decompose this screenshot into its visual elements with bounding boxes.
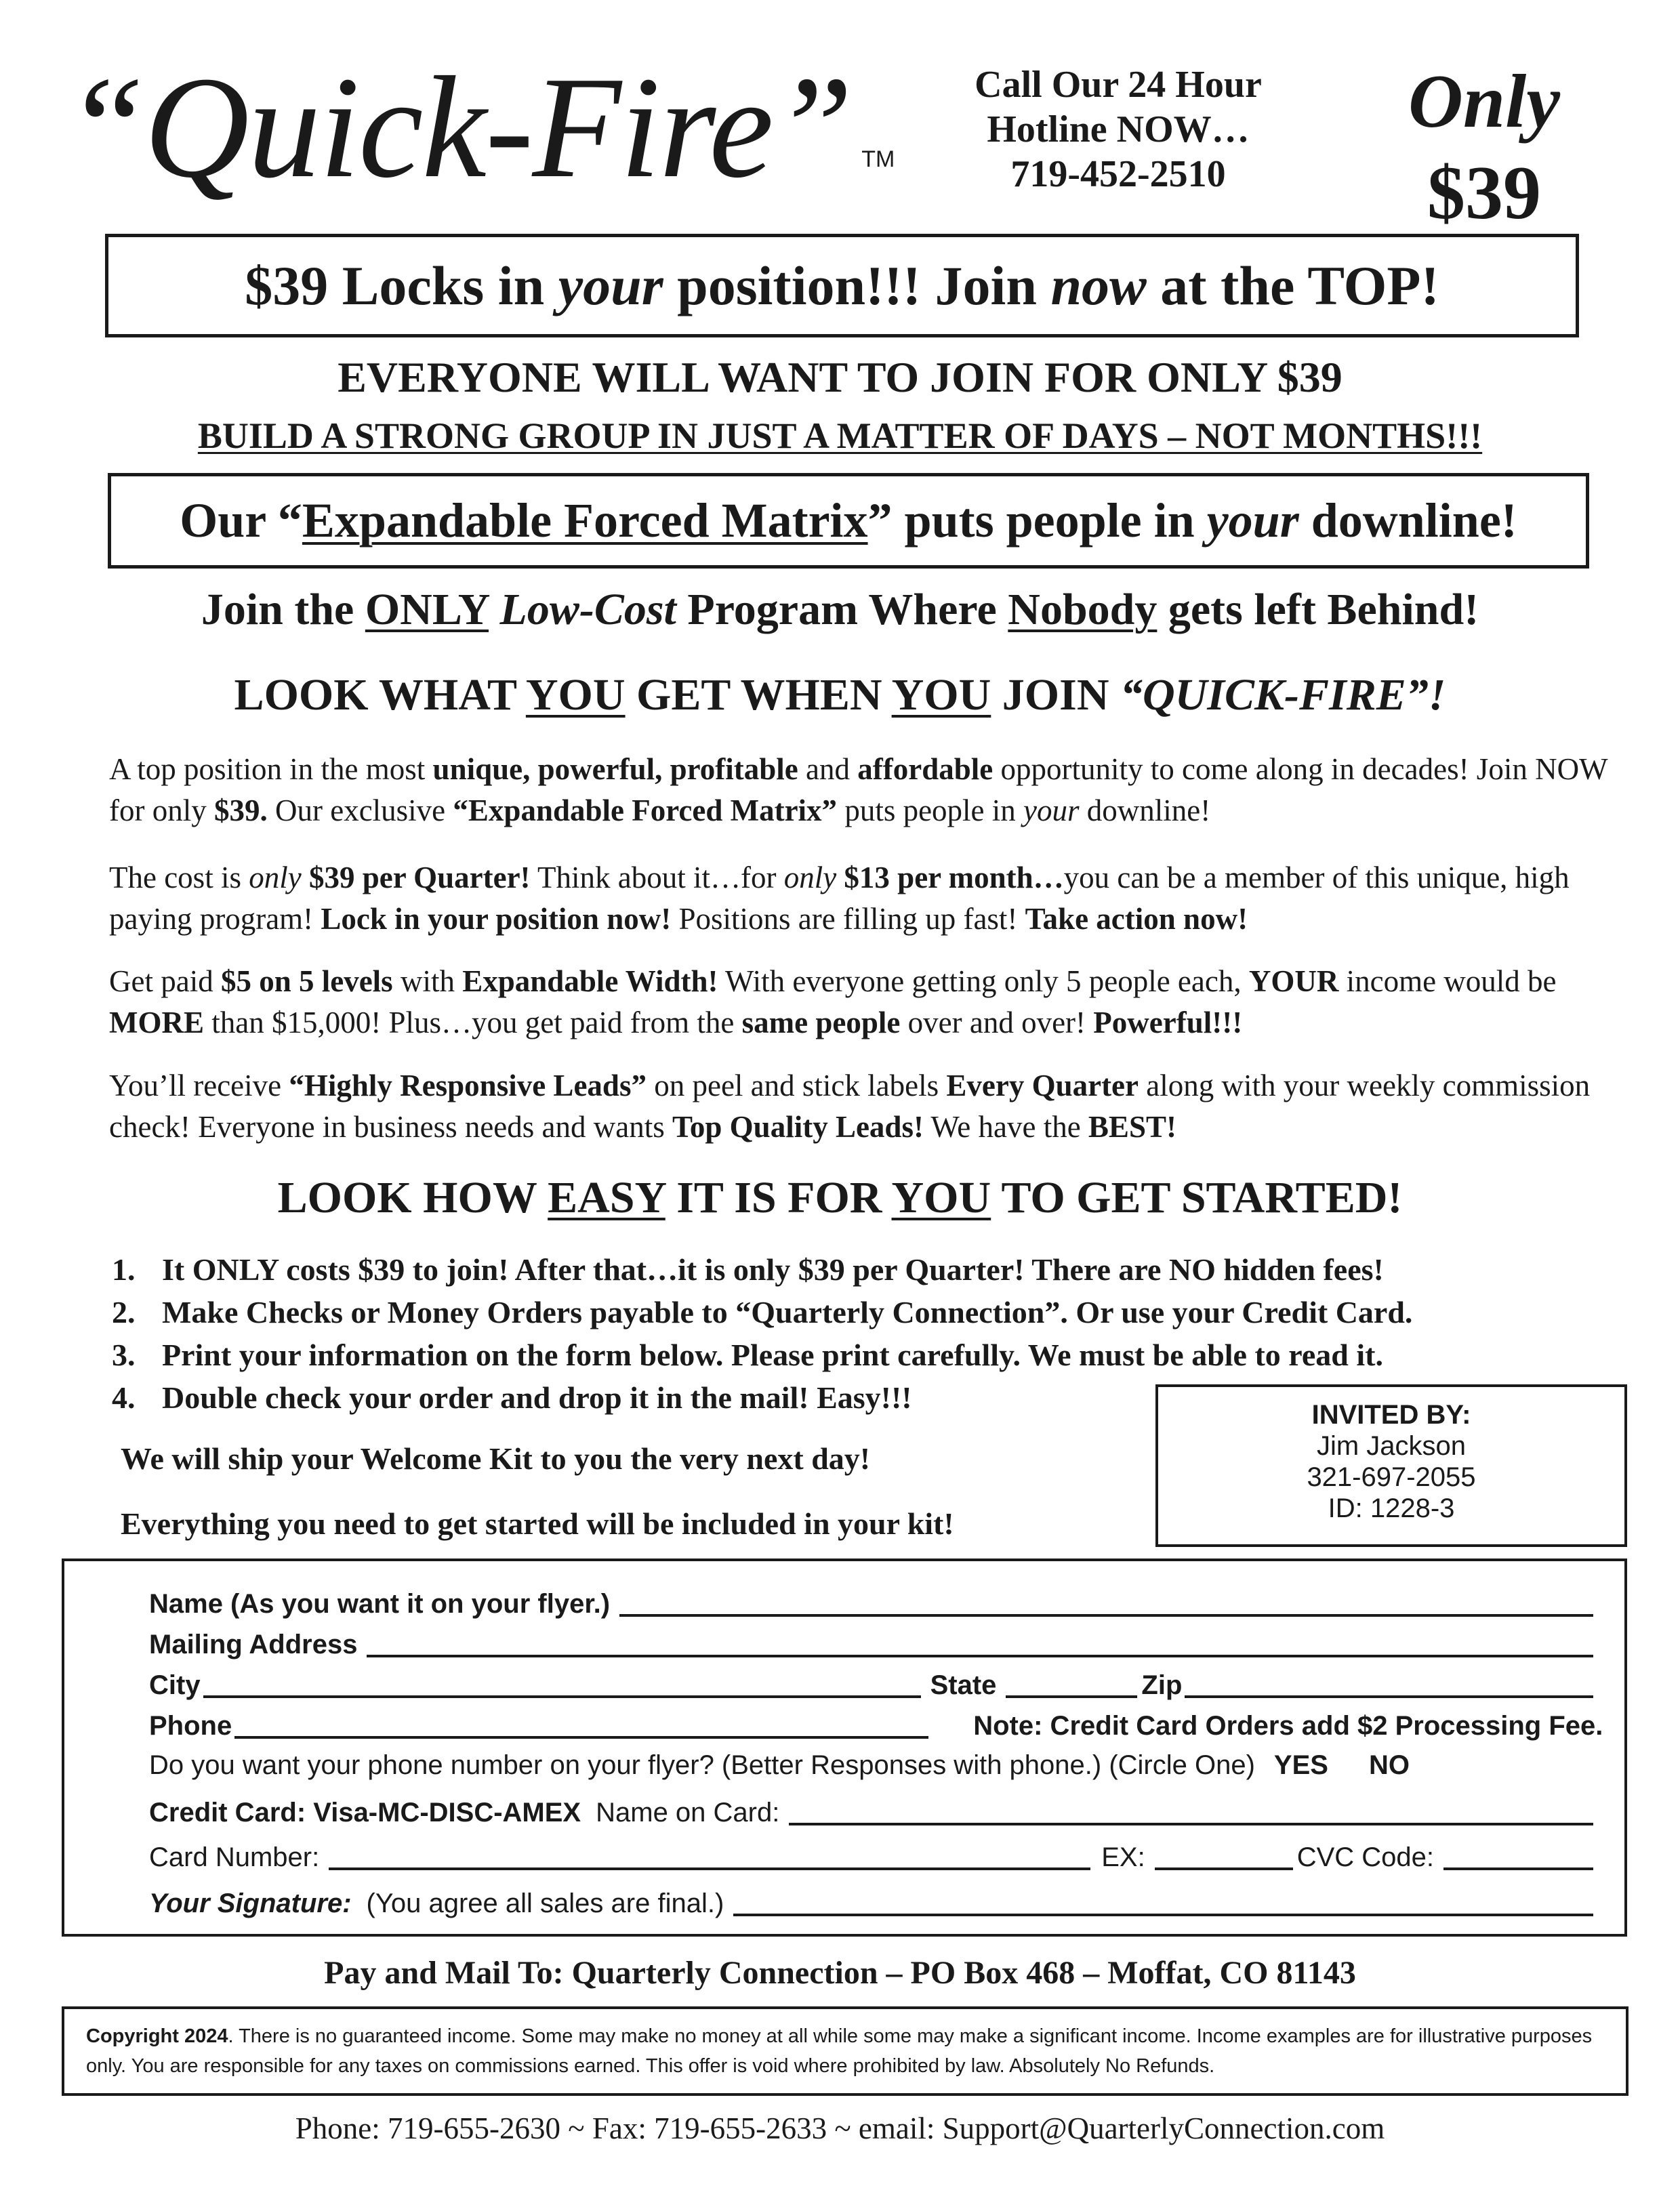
text-run: Copyright 2024 (86, 2025, 228, 2047)
text-run: Get paid (109, 964, 221, 998)
paragraph-cost (109, 857, 1641, 940)
step-item: 1. It ONLY costs $39 to join! After that…it is only $39 per Quarter! There are NO hidden fees! (112, 1252, 1384, 1287)
text-run: and (798, 752, 858, 786)
form-row-card-number (149, 1835, 1597, 1873)
text-run: $39. (213, 793, 268, 827)
text-run: Join the (201, 585, 365, 634)
text-run (489, 585, 500, 634)
text-run: your (1206, 493, 1299, 548)
trademark-symbol: TM (861, 146, 895, 172)
form-row-credit-card (149, 1790, 1597, 1828)
text-run: You’ll receive (109, 1069, 289, 1102)
text-run: IT IS FOR (665, 1173, 892, 1222)
text-run: A top position in the most (109, 752, 433, 786)
mail-to-address: Pay and Mail To: Quarterly Connection – PO Box 468 – Moffat, CO 81143 (324, 1955, 1356, 1991)
text-run: LOOK HOW (277, 1173, 548, 1222)
text-run: JOIN (991, 670, 1120, 720)
form-row-name (149, 1582, 1597, 1619)
phone-label: Phone (149, 1711, 232, 1741)
headline-look-what (41, 669, 1639, 721)
address-field[interactable] (367, 1626, 1593, 1657)
order-form (62, 1559, 1627, 1937)
text-run: Powerful!!! (1093, 1006, 1243, 1039)
text-run: downline! (1079, 793, 1211, 827)
text-run: your (558, 255, 663, 316)
text-run: Positions are filling up fast! (671, 902, 1025, 936)
text-run: Take action now! (1025, 902, 1248, 936)
paragraph-top-position (109, 749, 1641, 831)
text-run: With everyone getting only 5 people each, (718, 964, 1249, 998)
state-label: State (930, 1670, 997, 1700)
form-row-signature (149, 1881, 1597, 1919)
phone-field[interactable] (234, 1708, 928, 1739)
text-run: $5 on 5 levels (220, 964, 393, 998)
text-run: position!!! Join (663, 255, 1051, 316)
text-run: on peel and stick labels (646, 1069, 947, 1102)
kit-note: Everything you need to get started will be included in your kit! (121, 1506, 954, 1541)
name-on-card-field[interactable] (789, 1794, 1593, 1825)
inviter-name: Jim Jackson (1316, 1431, 1467, 1461)
inviter-phone: 321-697-2055 (1307, 1462, 1476, 1492)
text-run: only (249, 861, 302, 894)
text-run: Low-Cost (499, 585, 676, 634)
text-run: opportunity to come along in decades! Join NOW for only (109, 752, 1607, 827)
logo-block (64, 46, 911, 208)
text-run: BEST! (1088, 1110, 1176, 1144)
text-run: Think about it…for (530, 861, 784, 894)
hotline-block (935, 62, 1301, 197)
hotline-line: Hotline NOW… (987, 108, 1250, 150)
text-run: Nobody (1008, 585, 1157, 634)
text-run: only (783, 861, 837, 894)
expiry-label: EX: (1101, 1842, 1145, 1872)
text-run: “Highly Responsive Leads” (289, 1069, 647, 1102)
price-label: $39 (1427, 151, 1541, 235)
text-run: YOU (525, 670, 626, 720)
text-run: downline! (1298, 493, 1517, 548)
text-run: $39 Locks in (245, 255, 558, 316)
text-run: $13 per month… (836, 861, 1064, 894)
text-run: “Expandable Forced Matrix” (453, 793, 838, 827)
card-number-field[interactable] (329, 1839, 1090, 1870)
text-run: . There is no guaranteed income. Some may make no money at all while some may make a significant income. Income examples are for illustrative purposes only. You are responsible for any taxes on commissions earned. This offer is void where prohibited by law. Absolutely No Refunds. (86, 2025, 1593, 2077)
text-run: $39 per Quarter! (301, 861, 531, 894)
quick-fire-logo: “Quick-Fire” (64, 46, 853, 208)
expiry-field[interactable] (1155, 1839, 1293, 1870)
text-run: over and over! (900, 1006, 1094, 1039)
text-run: Expandable Width! (462, 964, 718, 998)
text-run: Our “ (180, 493, 302, 548)
text-run: Top Quality Leads! (672, 1110, 924, 1144)
text-run: with (392, 964, 463, 998)
step-item: 3. Print your information on the form below. Please print carefully. We must be able to read it. (112, 1338, 1383, 1372)
yes-option[interactable]: YES (1273, 1750, 1328, 1780)
step-item: 2. Make Checks or Money Orders payable to “Quarterly Connection”. Or use your Credit Card. (112, 1295, 1413, 1329)
text-run: YOU (891, 670, 991, 720)
name-on-card-label: Name on Card: (596, 1798, 780, 1828)
signature-note: (You agree all sales are final.) (366, 1888, 724, 1918)
text-run: same people (741, 1006, 901, 1039)
form-row-phone (149, 1704, 1603, 1741)
inviter-id: ID: 1228-3 (1328, 1493, 1455, 1523)
name-label: Name (As you want it on your flyer.) (149, 1589, 611, 1619)
text-run: than $15,000! Plus…you get paid from the (204, 1006, 742, 1039)
text-run: Lock in your position now! (321, 902, 672, 936)
text-run: ” puts people in (867, 493, 1207, 548)
no-option[interactable]: NO (1368, 1750, 1410, 1780)
text-run: unique, powerful, profitable (432, 752, 798, 786)
text-run: MORE (109, 1006, 204, 1039)
text-run: income would be (1338, 964, 1557, 998)
text-run: Our exclusive (267, 793, 453, 827)
city-field[interactable] (203, 1667, 921, 1698)
text-run: affordable (857, 752, 993, 786)
signature-field[interactable] (733, 1885, 1593, 1916)
disclaimer-box (62, 2006, 1628, 2096)
text-run: your (1023, 793, 1080, 827)
fee-note: Note: Credit Card Orders add $2 Processing Fee. (973, 1711, 1603, 1741)
banner-forced-matrix (108, 473, 1589, 569)
text-run: Program Where (676, 585, 1008, 634)
footer-contact: Phone: 719-655-2630 ~ Fax: 719-655-2633 ~ email: Support@QuarterlyConnection.com (295, 2111, 1385, 2145)
credit-card-label: Credit Card: Visa-MC-DISC-AMEX (149, 1798, 581, 1828)
text-run: puts people in (837, 793, 1024, 827)
only-label: Only (1408, 60, 1560, 144)
text-run: TO GET STARTED! (991, 1173, 1403, 1222)
text-run: The cost is (109, 861, 249, 894)
text-run: Expandable Forced Matrix (302, 493, 868, 548)
text-run: at the TOP! (1146, 255, 1439, 316)
text-run: “QUICK-FIRE”! (1120, 670, 1446, 720)
headline-how-easy (41, 1172, 1639, 1224)
text-run: gets left Behind! (1157, 585, 1479, 634)
address-label: Mailing Address (149, 1630, 358, 1659)
text-run: Every Quarter (946, 1069, 1139, 1102)
headline-build-group: BUILD A STRONG GROUP IN JUST A MATTER OF DAYS – NOT MONTHS!!! (197, 415, 1483, 456)
banner-locks-position (105, 234, 1579, 337)
city-label: City (149, 1670, 201, 1700)
ship-note: We will ship your Welcome Kit to you the very next day! (121, 1441, 871, 1476)
text-run: ONLY (365, 585, 489, 634)
text-run: YOU (891, 1173, 991, 1222)
step-item: 4. Double check your order and drop it in the mail! Easy!!! (112, 1380, 912, 1415)
state-field[interactable] (1006, 1667, 1137, 1698)
cvc-label: CVC Code: (1296, 1842, 1434, 1872)
paragraph-get-paid (109, 961, 1641, 1044)
text-run: you can be a member of this unique, high paying program! (109, 861, 1570, 936)
text-run: EASY (548, 1173, 665, 1222)
flyer-question: Do you want your phone number on your flyer? (Better Responses with phone.) (Circle One) (149, 1750, 1255, 1780)
zip-label: Zip (1141, 1670, 1183, 1700)
form-row-address (149, 1622, 1597, 1660)
hotline-line: Call Our 24 Hour (975, 64, 1262, 106)
paragraph-leads (109, 1065, 1641, 1148)
text-run: LOOK WHAT (234, 670, 526, 720)
text-run: We have the (923, 1110, 1088, 1144)
text-run: now (1050, 255, 1147, 316)
form-row-city (149, 1663, 1597, 1701)
text-run: along with your weekly commission check! Everyone in business needs and wants (109, 1069, 1591, 1144)
text-run: GET WHEN (625, 670, 892, 720)
hotline-phone: 719-452-2510 (1010, 153, 1226, 195)
invited-by-title: INVITED BY: (1311, 1400, 1471, 1430)
headline-join-only (41, 584, 1639, 636)
text-run: YOUR (1248, 964, 1339, 998)
form-row-flyer-question (149, 1743, 1597, 1781)
headline-everyone: EVERYONE WILL WANT TO JOIN FOR ONLY $39 (337, 353, 1343, 401)
cvc-field[interactable] (1443, 1839, 1593, 1870)
signature-label: Your Signature: (149, 1888, 352, 1918)
name-field[interactable] (619, 1586, 1593, 1617)
zip-field[interactable] (1185, 1667, 1593, 1698)
card-number-label: Card Number: (149, 1842, 320, 1872)
invited-by-box (1155, 1384, 1627, 1547)
